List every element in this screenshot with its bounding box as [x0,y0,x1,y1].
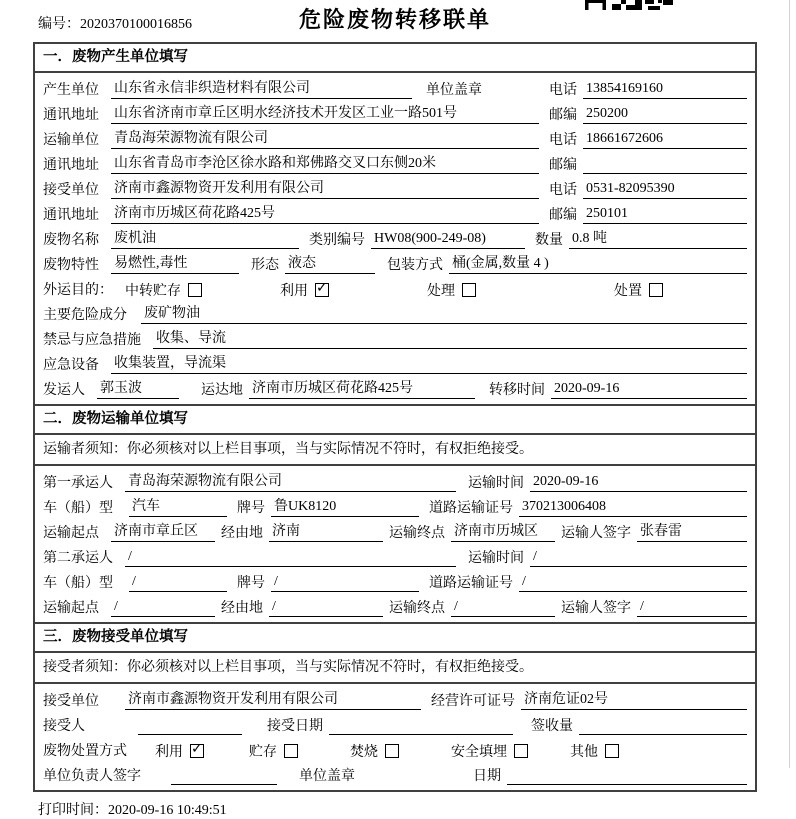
responsible-sign-label: 单位负责人签字 [43,769,141,784]
producer-label: 产生单位 [43,83,99,98]
vehicle2-license-value: / [519,572,747,592]
purpose-option-transfer [125,280,202,299]
emergency-measures-row [43,325,747,350]
emergency-measures-label: 禁忌与应急措施 [43,333,141,348]
disposal-row [43,736,747,761]
transfer-time-value: 2020-09-16 [551,379,747,399]
purpose-dispose-checkbox [649,283,663,297]
vehicle2-type-label: 车（船）型 [43,576,113,591]
purpose-option-dispose [614,280,663,299]
section1-rows [35,73,755,404]
manifest-form [33,42,757,792]
route2-end-label: 运输终点 [389,601,445,616]
vehicle1-type-value: 汽车 [129,497,227,517]
carrier1-time-label: 运输时间 [468,476,524,491]
purpose-option-treat-label: 处理 [427,283,455,299]
receiver-address-row [43,200,747,225]
disposal-option-store [249,741,298,760]
page-title: 危险废物转移联单 [298,7,491,32]
route2-start-value: / [111,597,215,617]
accept-person-row [43,711,747,736]
doc-number-value: 2020370100016856 [80,17,192,32]
waste-traits-row [43,250,747,275]
waste-traits-label: 废物特性 [43,258,99,273]
seal-label: 单位盖章 [426,83,482,98]
transfer-time-label: 转移时间 [489,383,545,398]
carrier2-row [43,543,747,568]
disposal-store-checkbox [284,744,298,758]
route2-start-label: 运输起点 [43,601,99,616]
transporter-zip-label: 邮编 [549,158,577,173]
route2-sign-value: / [637,597,747,617]
vehicle2-plate-value: / [271,572,419,592]
waste-pack-value: 桶(金属,数量 4 ) [449,254,747,274]
disposal-use-checkbox [190,744,204,758]
disposal-option-landfill-label: 安全填埋 [451,744,507,760]
accept-unit-label: 接受单位 [43,694,99,709]
transporter-zip-value [583,154,747,174]
signed-qty-label: 签收量 [531,719,573,734]
receiver-phone-label: 电话 [549,183,577,198]
transporter-phone-label: 电话 [549,133,577,148]
sender-label: 发运人 [43,383,85,398]
accept-unit-row [43,686,747,711]
document-content [33,0,757,819]
disposal-other-checkbox [605,744,619,758]
producer-address-value: 山东省济南市章丘区明水经济技术开发区工业一路501号 [111,104,539,124]
route1-start-value: 济南市章丘区 [111,522,215,542]
purpose-option-transfer-label: 中转贮存 [125,283,181,299]
page-edge-line [789,0,790,768]
print-time-value: 2020-09-16 10:49:51 [108,803,227,818]
carrier2-label: 第二承运人 [43,551,113,566]
receiver-phone-value: 0531-82095390 [583,179,747,199]
waste-name-label: 废物名称 [43,233,99,248]
waste-code-label: 类别编号 [309,233,365,248]
receiver-zip-value: 250101 [583,204,747,224]
purpose-treat-checkbox [462,283,476,297]
qr-code-icon [585,0,673,10]
purpose-row [43,275,747,300]
vehicle2-plate-label: 牌号 [237,576,265,591]
waste-form-value: 液态 [285,254,375,274]
route1-start-label: 运输起点 [43,526,99,541]
route2-sign-label: 运输人签字 [561,601,631,616]
waste-code-value: HW08(900-249-08) [371,229,525,249]
responsible-sign-value [171,765,277,785]
carrier1-label: 第一承运人 [43,476,113,491]
carrier2-value: / [125,547,456,567]
hazard-label: 主要危险成分 [43,308,127,323]
route2-end-value: / [451,597,555,617]
emergency-equipment-row [43,350,747,375]
section3-rows [35,684,755,790]
hazard-value: 废矿物油 [141,304,747,324]
route2-via-value: / [269,597,383,617]
section2-header: 二．废物运输单位填写 [35,404,755,435]
carrier1-time-value: 2020-09-16 [530,472,747,492]
vehicle2-license-label: 道路运输证号 [429,576,513,591]
disposal-option-landfill [451,741,528,760]
hazard-row [43,300,747,325]
receiver-zip-label: 邮编 [549,208,577,223]
disposal-landfill-checkbox [514,744,528,758]
producer-zip-value: 250200 [583,104,747,124]
purpose-option-use-label: 利用 [280,283,308,299]
vehicle1-row [43,493,747,518]
sign-date-value [507,765,747,785]
vehicle1-license-label: 道路运输证号 [429,501,513,516]
transporter-phone-value: 18661672606 [583,129,747,149]
waste-name-value: 废机油 [111,229,299,249]
sign-date-label: 日期 [473,769,501,784]
route1-end-label: 运输终点 [389,526,445,541]
receiver-label: 接受单位 [43,183,99,198]
purpose-option-use [280,280,329,299]
waste-qty-label: 数量 [535,233,563,248]
dispatch-row [43,375,747,400]
print-time-label: 打印时间： [38,803,108,818]
signed-qty-value [579,715,747,735]
route1-sign-label: 运输人签字 [561,526,631,541]
waste-pack-label: 包装方式 [387,258,443,273]
route1-row [43,518,747,543]
purpose-transfer-checkbox [188,283,202,297]
disposal-incinerate-checkbox [385,744,399,758]
unit-seal-label: 单位盖章 [299,769,355,784]
section3-notice: 接受者须知：你必须核对以上栏目事项，当与实际情况不符时，有权拒绝接受。 [35,653,755,684]
producer-zip-label: 邮编 [549,108,577,123]
vehicle1-plate-label: 牌号 [237,501,265,516]
receiver-address-label: 通讯地址 [43,208,99,223]
accept-date-value [329,715,513,735]
purpose-option-dispose-label: 处置 [614,283,642,299]
sender-value: 郭玉波 [97,379,179,399]
disposal-option-incinerate [350,741,399,760]
route2-row [43,593,747,618]
vehicle1-plate-value: 鲁UK8120 [271,497,419,517]
document-header [33,0,757,42]
doc-number-label: 编号： [38,17,80,32]
waste-form-label: 形态 [251,258,279,273]
carrier1-value: 青岛海荣源物流有限公司 [125,472,456,492]
disposal-option-store-label: 贮存 [249,744,277,760]
waste-name-row [43,225,747,250]
purpose-label: 外运目的： [43,283,113,298]
route1-via-label: 经由地 [221,526,263,541]
route2-via-label: 经由地 [221,601,263,616]
vehicle1-type-label: 车（船）型 [43,501,113,516]
receiver-address-value: 济南市历城区荷花路425号 [111,204,539,224]
producer-value: 山东省永信非织造材料有限公司 [111,79,412,99]
carrier2-time-label: 运输时间 [468,551,524,566]
transporter-row [43,125,747,150]
vehicle1-license-value: 370213006408 [519,497,747,517]
operating-license-label: 经营许可证号 [431,694,515,709]
purpose-option-treat [427,280,476,299]
disposal-option-other-label: 其他 [570,744,598,760]
disposal-label: 废物处置方式 [43,744,127,759]
accept-person-value [138,715,242,735]
transporter-address-value: 山东省青岛市李沧区徐水路和郑佛路交叉口东侧20米 [111,154,539,174]
vehicle2-row [43,568,747,593]
emergency-equipment-label: 应急设备 [43,358,99,373]
disposal-option-use-label: 利用 [155,744,183,760]
accept-unit-value: 济南市鑫源物资开发利用有限公司 [125,690,421,710]
section3-header: 三．废物接受单位填写 [35,622,755,653]
print-time [38,799,757,819]
carrier2-time-value: / [530,547,747,567]
route1-end-value: 济南市历城区 [451,522,555,542]
section2-notice: 运输者须知：你必须核对以上栏目事项，当与实际情况不符时，有权拒绝接受。 [35,435,755,466]
emergency-equipment-value: 收集装置，导流渠 [111,354,747,374]
disposal-option-use [155,741,204,760]
transporter-value: 青岛海荣源物流有限公司 [111,129,539,149]
operating-license-value: 济南危证02号 [521,690,747,710]
waste-qty-value: 0.8 吨 [569,229,747,249]
receiver-row [43,175,747,200]
route1-sign-value: 张春雷 [637,522,747,542]
transporter-address-row [43,150,747,175]
purpose-use-checkbox [315,283,329,297]
waste-traits-value: 易燃性,毒性 [111,254,239,274]
route1-via-value: 济南 [269,522,383,542]
producer-row [43,75,747,100]
section1-header: 一．废物产生单位填写 [35,44,755,73]
receiver-value: 济南市鑫源物资开发利用有限公司 [111,179,539,199]
producer-address-label: 通讯地址 [43,108,99,123]
emergency-measures-value: 收集、导流 [153,329,747,349]
producer-address-row [43,100,747,125]
disposal-option-incinerate-label: 焚烧 [350,744,378,760]
accept-person-label: 接受人 [43,719,85,734]
destination-label: 运达地 [201,383,243,398]
vehicle2-type-value: / [129,572,227,592]
transporter-address-label: 通讯地址 [43,158,99,173]
disposal-option-other [570,741,619,760]
carrier1-row [43,468,747,493]
producer-phone-value: 13854169160 [583,79,747,99]
responsible-sign-row [43,761,747,786]
producer-phone-label: 电话 [549,83,577,98]
transporter-label: 运输单位 [43,133,99,148]
accept-date-label: 接受日期 [267,719,323,734]
section2-rows [35,466,755,622]
destination-value: 济南市历城区荷花路425号 [249,379,475,399]
